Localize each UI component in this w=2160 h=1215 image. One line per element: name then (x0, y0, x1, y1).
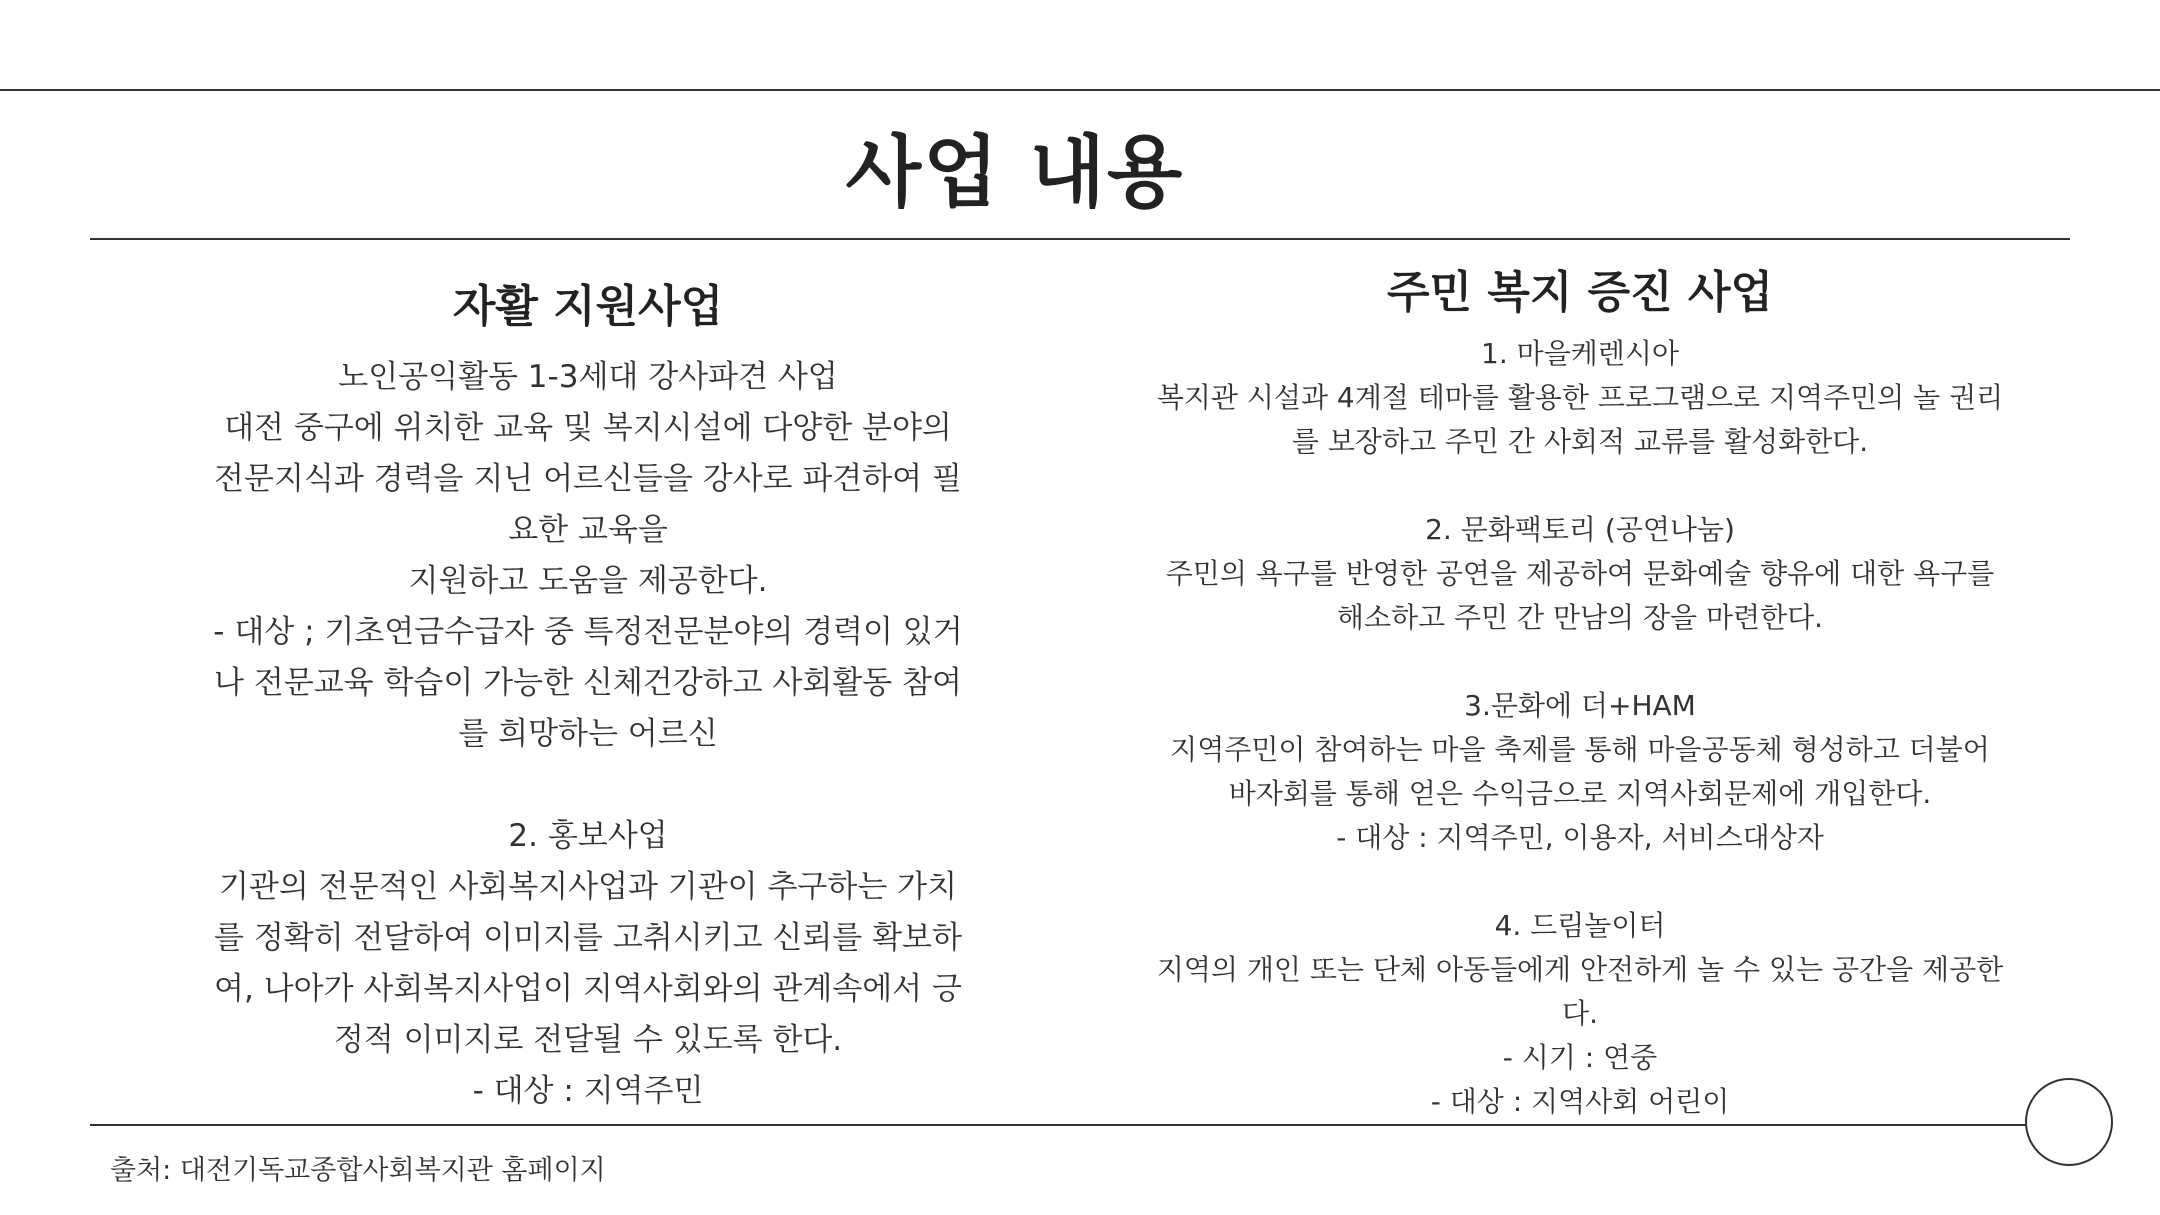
promotion-program (168, 811, 1008, 1117)
self-support-heading: 자활 지원사업 (452, 281, 724, 332)
page-title: 사업 내용 (845, 128, 1185, 218)
dream-playground-item (1120, 904, 2040, 1124)
text-line: 지역주민이 참여하는 마을 축제를 통해 마을공동체 형성하고 더불어 (1170, 733, 1990, 766)
title-divider (90, 238, 2070, 240)
text-line: 주민의 욕구를 반영한 공연을 제공하여 문화예술 향유에 대한 욕구를 (1165, 557, 1995, 590)
text-line: 복지관 시설과 4계절 테마를 활용한 프로그램으로 지역주민의 놀 권리 (1156, 381, 2004, 414)
text-line: 여, 나아가 사회복지사업이 지역사회와의 관계속에서 긍 (214, 971, 962, 1007)
text-line: 를 희망하는 어르신 (458, 716, 718, 752)
text-line: 지원하고 도움을 제공한다. (408, 563, 768, 599)
text-line: 를 보장하고 주민 간 사회적 교류를 활성화한다. (1291, 425, 1869, 458)
text-line: 대전 중구에 위치한 교육 및 복지시설에 다양한 분야의 (224, 410, 952, 446)
spacer (1120, 640, 2040, 684)
text-line: - 대상 : 지역사회 어린이 (1430, 1085, 1730, 1118)
text-line: 를 정확히 전달하여 이미지를 고취시키고 신뢰를 확보하 (214, 920, 962, 956)
text-line: 3.문화에 더+HAM (1464, 689, 1696, 722)
elder-instructor-program (168, 352, 1008, 760)
source-credit: 출처: 대전기독교종합사회복지관 홈페이지 (110, 1155, 606, 1186)
text-line: 요한 교육을 (508, 512, 668, 548)
text-line: 1. 마을케렌시아 (1481, 337, 1679, 370)
text-line: - 대상 : 지역주민, 이용자, 서비스대상자 (1336, 821, 1824, 854)
bottom-divider (90, 1124, 2026, 1126)
text-line: 노인공익활동 1-3세대 강사파견 사업 (338, 359, 838, 395)
resident-welfare-section (1120, 256, 2040, 1124)
text-line: 나 전문교육 학습이 가능한 신체건강하고 사회활동 참여 (214, 665, 962, 701)
text-line: 다. (1562, 997, 1598, 1030)
text-line: 해소하고 주민 간 만남의 장을 마련한다. (1336, 601, 1824, 634)
text-line: 2. 문화팩토리 (공연나눔) (1425, 513, 1735, 546)
text-line: - 시기 : 연중 (1502, 1041, 1658, 1074)
village-querencia-item (1120, 332, 2040, 464)
circle-decoration (2025, 1078, 2113, 1166)
text-line: 정적 이미지로 전달될 수 있도록 한다. (333, 1022, 843, 1058)
text-line: 기관의 전문적인 사회복지사업과 기관이 추구하는 가치 (218, 869, 958, 905)
text-line: - 대상 : 지역주민 (472, 1073, 704, 1109)
spacer (1120, 464, 2040, 508)
spacer (168, 760, 1008, 811)
culture-plus-ham-item (1120, 684, 2040, 860)
text-line: 2. 홍보사업 (508, 818, 668, 854)
resident-welfare-heading: 주민 복지 증진 사업 (1387, 267, 1773, 318)
text-line: 바자회를 통해 얻은 수익금으로 지역사회문제에 개입한다. (1228, 777, 1932, 810)
spacer (1120, 860, 2040, 904)
text-line: 4. 드림놀이터 (1494, 909, 1666, 942)
text-line: - 대상 ; 기초연금수급자 중 특정전문분야의 경력이 있거 (213, 614, 963, 650)
culture-factory-item (1120, 508, 2040, 640)
self-support-section (168, 270, 1008, 1117)
text-line: 전문지식과 경력을 지닌 어르신들을 강사로 파견하여 필 (214, 461, 962, 497)
top-divider (0, 89, 2160, 91)
text-line: 지역의 개인 또는 단체 아동들에게 안전하게 놀 수 있는 공간을 제공한 (1156, 953, 2004, 986)
